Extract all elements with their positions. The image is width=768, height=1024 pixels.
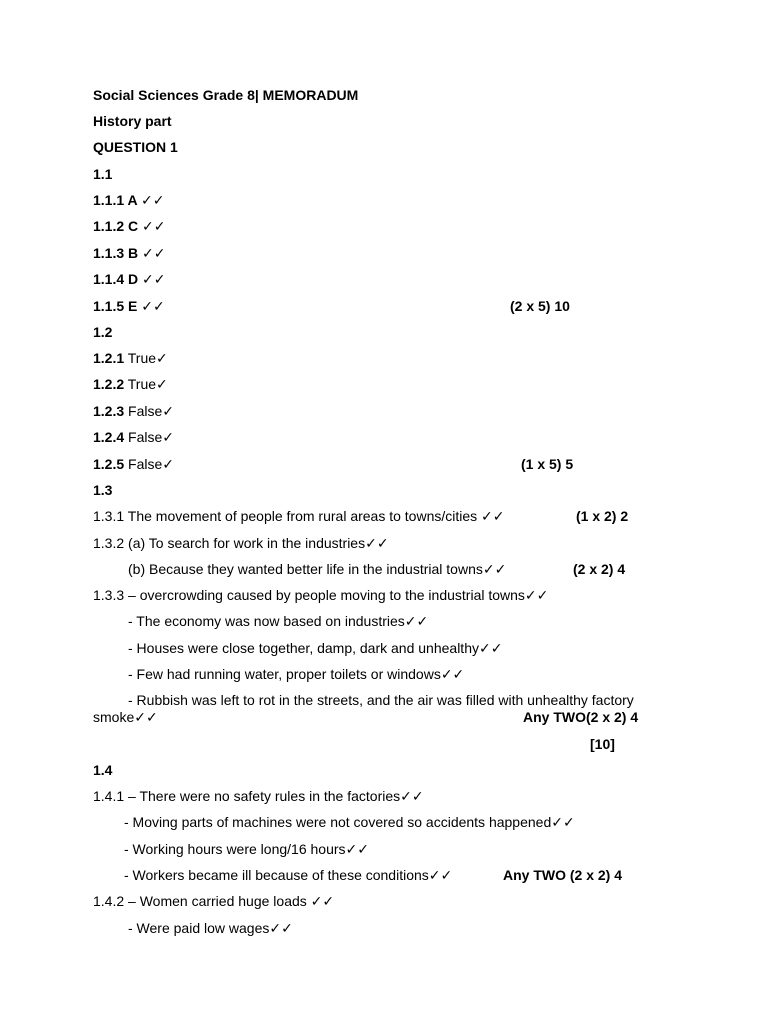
mark-allocation: (2 x 5) 10 xyxy=(510,298,570,314)
section-number: 1.4 xyxy=(93,762,113,778)
document-title: Social Sciences Grade 8| MEMORADUM xyxy=(93,87,359,103)
mark-allocation: (1 x 2) 2 xyxy=(576,508,629,524)
answer-line: 1.3.3 – overcrowding caused by people moving to the industrial towns✓✓ xyxy=(93,587,549,603)
answer-line: 1.3.1 The movement of people from rural areas to towns/cities ✓✓ xyxy=(93,508,505,524)
part-heading: History part xyxy=(93,113,172,129)
answer-line: 1.2.2 True✓ xyxy=(93,376,168,392)
answer-subpoint: - Few had running water, proper toilets or windows✓✓ xyxy=(128,666,465,682)
answer-line: 1.1.4 D ✓✓ xyxy=(93,271,166,287)
section-number: 1.1 xyxy=(93,166,113,182)
section-number: 1.2 xyxy=(93,324,113,340)
answer-line: 1.4.1 – There were no safety rules in the factories✓✓ xyxy=(93,788,424,804)
answer-line: 1.1.1 A ✓✓ xyxy=(93,192,165,208)
answer-line: 1.2.4 False✓ xyxy=(93,429,174,445)
answer-line: 1.2.1 True✓ xyxy=(93,350,168,366)
answer-subpoint: - Working hours were long/16 hours✓✓ xyxy=(124,841,369,857)
answer-subpoint: - Houses were close together, damp, dark and unhealthy✓✓ xyxy=(128,640,503,656)
answer-subpoint: - The economy was now based on industries✓✓ xyxy=(128,613,429,629)
mark-allocation: (1 x 5) 5 xyxy=(521,456,574,472)
answer-line: (b) Because they wanted better life in the industrial towns✓✓ xyxy=(128,561,507,577)
mark-allocation: (2 x 2) 4 xyxy=(573,561,626,577)
answer-subpoint: - Were paid low wages✓✓ xyxy=(128,920,293,936)
question-heading: QUESTION 1 xyxy=(93,139,178,155)
answer-subpoint: - Rubbish was left to rot in the streets, and the air was filled with unhealthy factory xyxy=(128,692,634,708)
answer-line: 1.1.3 B ✓✓ xyxy=(93,245,166,261)
answer-line: 1.2.5 False✓ xyxy=(93,456,174,472)
answer-continuation: smoke✓✓ xyxy=(93,709,158,725)
answer-line: 1.1.5 E ✓✓ xyxy=(93,298,165,314)
mark-allocation: Any TWO(2 x 2) 4 xyxy=(523,709,639,725)
section-number: 1.3 xyxy=(93,482,113,498)
answer-line: 1.4.2 – Women carried huge loads ✓✓ xyxy=(93,893,335,909)
answer-line: 1.1.2 C ✓✓ xyxy=(93,218,166,234)
mark-allocation: Any TWO (2 x 2) 4 xyxy=(503,867,623,883)
section-total: [10] xyxy=(590,736,615,752)
answer-subpoint: - Moving parts of machines were not covered so accidents happened✓✓ xyxy=(124,814,575,830)
answer-subpoint: - Workers became ill because of these conditions✓✓ xyxy=(124,867,453,883)
answer-line: 1.3.2 (a) To search for work in the industries✓✓ xyxy=(93,535,389,551)
answer-line: 1.2.3 False✓ xyxy=(93,403,174,419)
